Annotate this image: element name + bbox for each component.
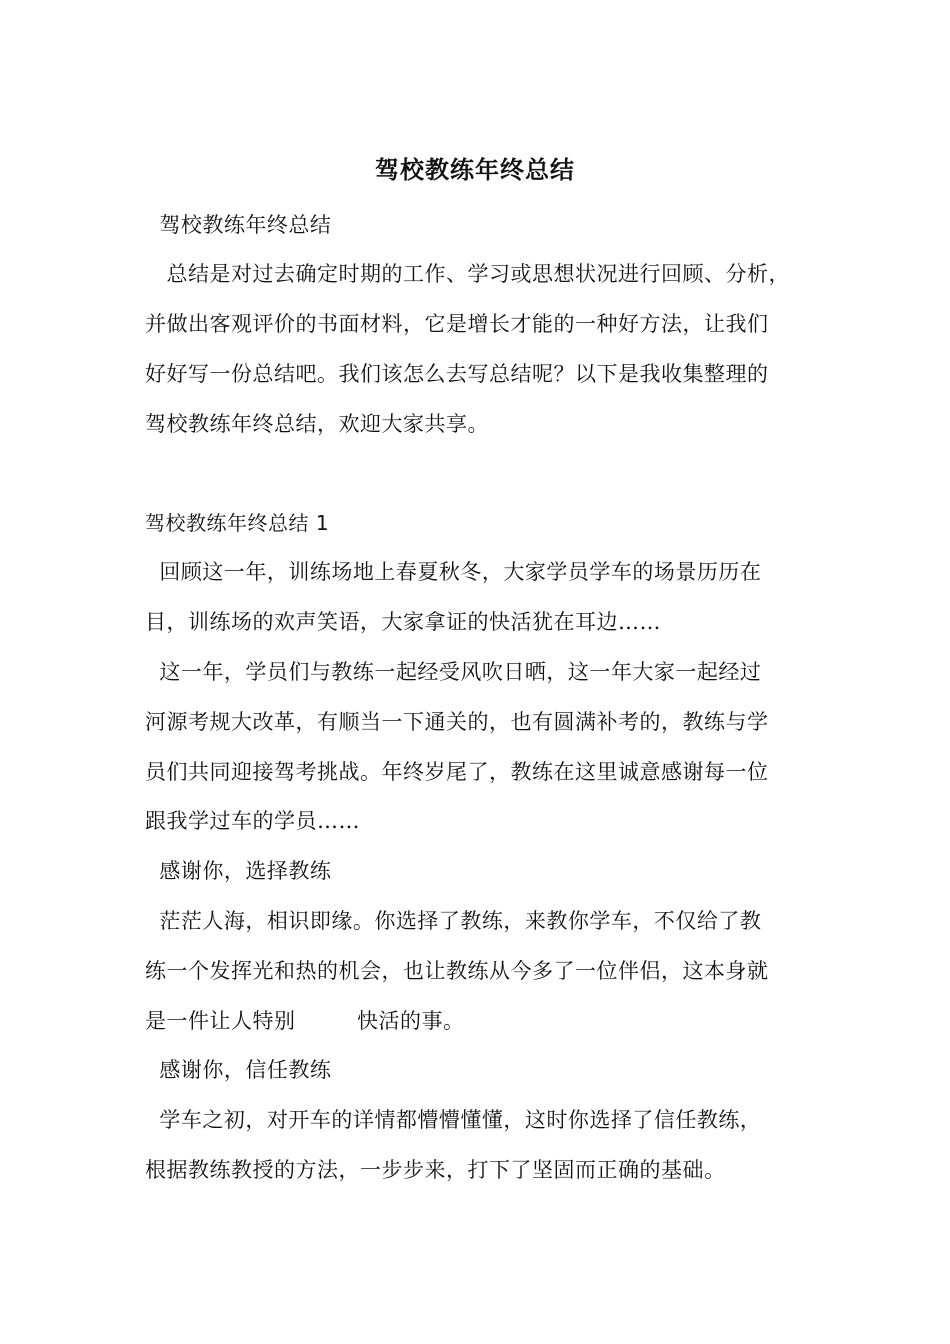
paragraph-line: 河源考规大改革，有顺当一下通关的，也有圆满补考的，教练与学 (145, 710, 769, 734)
paragraph-line: 练一个发挥光和热的机会，也让教练从今多了一位伴侣，这本身就 (145, 959, 769, 983)
paragraph-line: 这一年，学员们与教练一起经受风吹日晒，这一年大家一起经过 (145, 660, 762, 684)
paragraph-line: 茫茫人海，相识即缘。你选择了教练，来教你学车，不仅给了教 (145, 909, 762, 933)
intro-line-3: 好好写一份总结吧。我们该怎么去写总结呢？以下是我收集整理的 (145, 362, 769, 386)
intro-line-1: 总结是对过去确定时期的工作、学习或思想状况进行回顾、分析， (145, 262, 791, 286)
subtitle-line: 驾校教练年终总结 (145, 213, 332, 237)
paragraph-line: 根据教练教授的方法，一步步来，打下了坚固而正确的基础。 (145, 1158, 726, 1182)
subheading-choose-coach: 感谢你，选择教练 (145, 859, 332, 883)
paragraph-line-continued: 快活的事。 (357, 1009, 465, 1033)
section-heading-1: 驾校教练年终总结 1 (145, 511, 330, 535)
intro-line-2: 并做出客观评价的书面材料，它是增长才能的一种好方法，让我们 (145, 312, 769, 336)
paragraph-line: 是一件让人特别 (145, 1009, 296, 1033)
subheading-trust-coach: 感谢你，信任教练 (145, 1058, 332, 1082)
paragraph-line: 学车之初，对开车的详情都懵懵懂懂，这时你选择了信任教练， (145, 1108, 762, 1132)
paragraph-line: 跟我学过车的学员…… (145, 809, 360, 833)
paragraph-line: 回顾这一年，训练场地上春夏秋冬，大家学员学车的场景历历在 (145, 560, 762, 584)
intro-line-4: 驾校教练年终总结，欢迎大家共享。 (145, 412, 489, 436)
paragraph-line: 员们共同迎接驾考挑战。年终岁尾了，教练在这里诚意感谢每一位 (145, 760, 769, 784)
paragraph-line: 目，训练场的欢声笑语，大家拿证的快活犹在耳边…… (145, 610, 661, 634)
document-title: 驾校教练年终总结 (375, 156, 575, 184)
